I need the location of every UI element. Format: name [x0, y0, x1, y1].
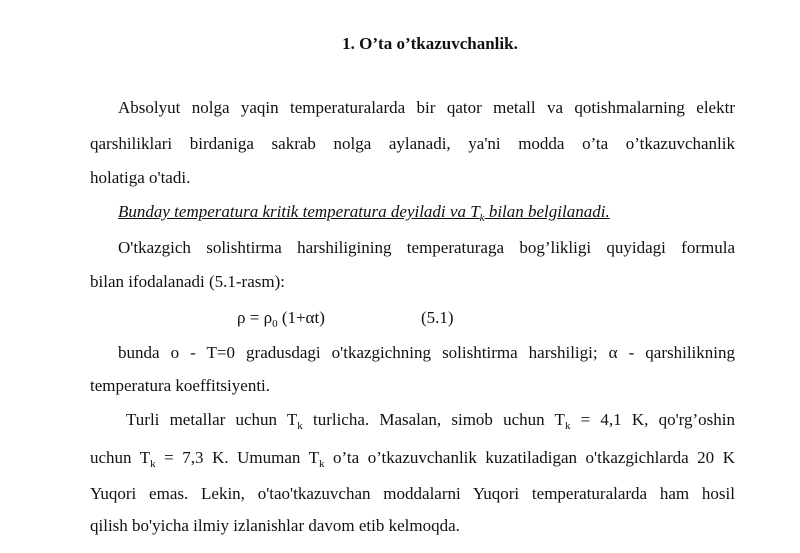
- para4-line3: Yuqori emas. Lekin, o'tao'tkazuvchan moddalarni Yuqori temperaturalarda ham hosil: [90, 484, 735, 503]
- para4-line1-text-b: turlicha. Masalan, simob uchun T: [302, 410, 565, 429]
- definition-subscript: k: [479, 212, 485, 224]
- para2-line1: O'tkazgich solishtirma harshiligining temperaturaga bog’likligi quyidagi formula: [118, 238, 735, 257]
- formula-rho: ρ = ρ: [237, 308, 273, 327]
- para4-line2-text-b: = 7,3 K. Umuman T: [155, 448, 320, 467]
- tk-subscript: k: [297, 420, 303, 432]
- para4-line4: qilish bo'yicha ilmiy izlanishlar davom etib kelmoqda.: [90, 516, 460, 535]
- definition-text: Bunday temperatura kritik temperatura deyiladi va T: [118, 202, 480, 221]
- para4-line2-text-c: o’ta o’tkazuvchanlik kuzatiladigan o'tkazgichlarda 20 K: [324, 448, 735, 467]
- tk-subscript: k: [564, 420, 571, 432]
- para4-line2: [90, 448, 735, 468]
- formula: [237, 308, 325, 328]
- tk-subscript: k: [150, 458, 156, 470]
- definition-text-end: bilan belgilanadi.: [484, 202, 610, 221]
- para4-line1-text-a: Turli metallar uchun T: [126, 410, 298, 429]
- definition-line: [118, 202, 610, 222]
- section-title: 1. O’ta o’tkazuvchanlik.: [342, 34, 518, 53]
- tk-subscript: k: [319, 458, 325, 470]
- para1-line2: qarshiliklari birdaniga sakrab nolga aylanadi, ya'ni modda o’ta o’tkazuvchanlik: [90, 134, 735, 153]
- para3-line2: temperatura koeffitsiyenti.: [90, 376, 271, 395]
- para4-line2-text-a: uchun T: [90, 448, 151, 467]
- para1-line3: holatiga o'tadi.: [90, 168, 191, 187]
- para4-line1-text-c: = 4,1 K, qo'rg’oshin: [570, 410, 735, 429]
- para4-line1: [126, 410, 735, 430]
- para1-line1: Absolyut nolga yaqin temperaturalarda bir qator metall va qotishmalarning elektr: [118, 98, 735, 117]
- para2-line2: bilan ifodalanadi (5.1-rasm):: [90, 272, 285, 291]
- para3-line1: bunda o - T=0 gradusdagi o'tkazgichning solishtirma harshiligi; α - qarshilikning: [118, 343, 735, 362]
- formula-number: (5.1): [421, 308, 454, 327]
- formula-rest: (1+αt): [277, 308, 325, 327]
- formula-subscript: 0: [272, 318, 278, 330]
